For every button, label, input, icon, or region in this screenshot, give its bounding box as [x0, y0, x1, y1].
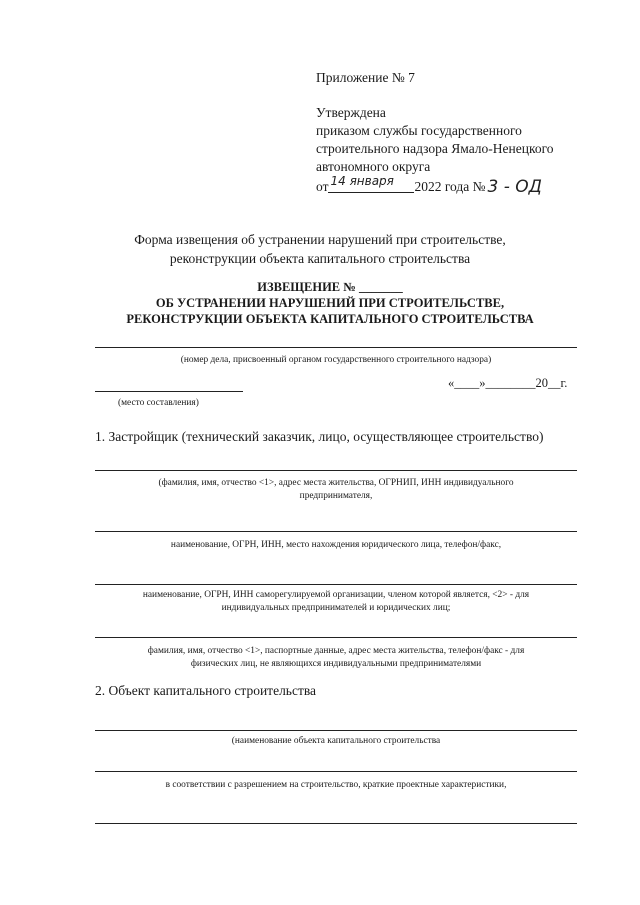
form-title-line-2: реконструкции объекта капитального строительства	[169, 251, 471, 266]
section-1-note-4a: фамилия, имя, отчество <1>, паспортные данные, адрес места жительства, телефон/факс - для	[147, 646, 525, 656]
section-2-line-1	[95, 730, 577, 731]
appendix-label: Приложение № 7	[316, 70, 415, 85]
order-line-3: автономного округа	[316, 159, 431, 174]
section-1-note-1a: (фамилия, имя, отчество <1>, адрес места жительства, ОГРНИП, ИНН индивидуального	[158, 478, 514, 488]
section-1-note-4b: физических лиц, не являющихся индивидуальными предпринимателями	[190, 659, 482, 669]
section-1-note-3a: наименование, ОГРН, ИНН саморегулируемой организации, членом которой является, <2> - для	[142, 590, 530, 600]
section-1-note-2: наименование, ОГРН, ИНН, место нахождения юридического лица, телефон/факс,	[170, 540, 502, 550]
notice-heading-2: ОБ УСТРАНЕНИИ НАРУШЕНИЙ ПРИ СТРОИТЕЛЬСТВЕ,	[155, 296, 505, 310]
section-2-title: 2. Объект капитального строительства	[95, 683, 317, 698]
section-2-note-2: в соответствии с разрешением на строительство, краткие проектные характеристики,	[165, 780, 507, 790]
order-line-1: приказом службы государственного	[316, 123, 522, 138]
section-1-line-1	[95, 470, 577, 471]
section-1-line-2	[95, 531, 577, 532]
date-prefix: от	[316, 179, 329, 194]
notice-heading-1: ИЗВЕЩЕНИЕ № _______	[257, 280, 403, 294]
form-title-line-1: Форма извещения об устранении нарушений при строительстве,	[134, 232, 506, 247]
notice-heading-3: РЕКОНСТРУКЦИИ ОБЪЕКТА КАПИТАЛЬНОГО СТРОИТЕЛЬСТВА	[126, 312, 534, 326]
case-number-line	[95, 347, 577, 348]
section-1-note-1b: предпринимателя,	[299, 491, 373, 501]
date-blank: «____»________20__г.	[448, 376, 568, 390]
section-1-title: 1. Застройщик (технический заказчик, лицо, осуществляющее строительство)	[95, 429, 544, 444]
date-signature-field	[328, 174, 414, 193]
handwritten-order-number: 3 - ОД	[487, 177, 542, 197]
section-2-line-3	[95, 823, 577, 824]
case-number-caption: (номер дела, присвоенный органом государственного строительного надзора)	[180, 355, 492, 365]
order-date-line	[316, 174, 542, 197]
approved-label: Утверждена	[316, 105, 386, 120]
section-1-line-4	[95, 637, 577, 638]
place-caption: (место составления)	[118, 398, 199, 408]
section-2-note-1: (наименование объекта капитального строительства	[231, 736, 441, 746]
order-line-2: строительного надзора Ямало-Ненецкого	[316, 141, 554, 156]
section-1-note-3b: индивидуальных предпринимателей и юридических лиц;	[221, 603, 451, 613]
section-2-line-2	[95, 771, 577, 772]
handwritten-date: 14 января	[330, 174, 394, 188]
date-year: 2022 года №	[414, 179, 486, 194]
section-1-line-3	[95, 584, 577, 585]
place-line	[95, 391, 243, 392]
